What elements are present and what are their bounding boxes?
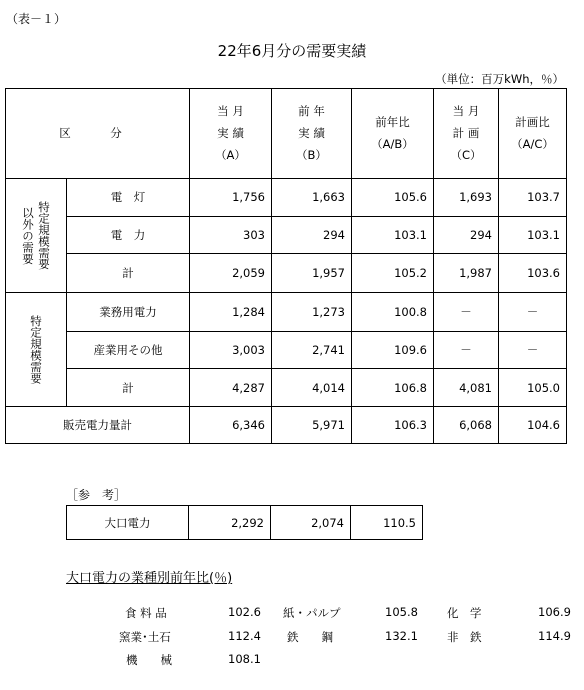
cell-c: 6,068 [434, 407, 499, 444]
row-name: 電 力 [67, 216, 190, 254]
cell-ac: 103.6 [499, 254, 567, 293]
cell-ab: 106.3 [352, 407, 434, 444]
cell-c: 1,987 [434, 254, 499, 293]
table-row [6, 178, 567, 216]
industry-name: 化 学 [447, 606, 482, 620]
header-kubun: 区 分 [6, 89, 190, 179]
reference-heading: ［参 考］ [66, 488, 127, 502]
cell-a: 6,346 [190, 407, 272, 444]
cell-b: 2,741 [272, 331, 352, 369]
header-col-c: 当 月 計 画 （C） [434, 89, 499, 179]
demand-table [5, 88, 567, 444]
cell-a: 2,059 [190, 254, 272, 293]
cell-ac: － [499, 331, 567, 369]
cell-ac: 105.0 [499, 369, 567, 407]
header-row [6, 89, 567, 179]
reference-table [66, 505, 423, 540]
cell-b: 1,957 [272, 254, 352, 293]
header-col-ab: 前年比 （A/B） [352, 89, 434, 179]
cell-ab: 110.5 [351, 506, 423, 540]
industry-name: 窯業･土石 [119, 630, 171, 644]
industry-value: 102.6 [228, 605, 261, 619]
industry-value: 108.1 [228, 652, 261, 666]
cell-ab: 105.6 [352, 178, 434, 216]
cell-c: 294 [434, 216, 499, 254]
cell-ab: 100.8 [352, 292, 434, 331]
cell-c: － [434, 331, 499, 369]
group1-label: 以外の需要 特定規模需 要 [6, 178, 67, 292]
unit-label: （単位：百万kWh，％） [435, 72, 564, 86]
industry-name: 食 料 品 [125, 606, 167, 620]
table-row [6, 369, 567, 407]
industry-value: 132.1 [385, 629, 418, 643]
cell-c: 1,693 [434, 178, 499, 216]
table-row [6, 216, 567, 254]
header-col-ac: 計画比 （A/C） [499, 89, 567, 179]
row-name: 産業用その他 [67, 331, 190, 369]
cell-c: 4,081 [434, 369, 499, 407]
cell-b: 5,971 [272, 407, 352, 444]
cell-ac: 103.7 [499, 178, 567, 216]
cell-ac: － [499, 292, 567, 331]
cell-a: 1,756 [190, 178, 272, 216]
cell-a: 1,284 [190, 292, 272, 331]
table-row [6, 254, 567, 293]
table-row [6, 331, 567, 369]
row-name: 計 [67, 369, 190, 407]
row-name: 業務用電力 [67, 292, 190, 331]
industry-name: 機 械 [126, 653, 172, 667]
page-title: 22年6月分の需要実績 [217, 42, 367, 60]
industry-value: 114.9 [538, 629, 571, 643]
cell-ab: 106.8 [352, 369, 434, 407]
cell-a: 4,287 [190, 369, 272, 407]
header-col-a: 当 月 実 績 （A） [190, 89, 272, 179]
cell-ac: 104.6 [499, 407, 567, 444]
cell-a: 3,003 [190, 331, 272, 369]
table-id: （表－１） [6, 12, 67, 26]
row-name: 販売電力量計 [6, 407, 190, 444]
industry-name: 非 鉄 [447, 630, 482, 644]
cell-a: 303 [190, 216, 272, 254]
group2-label: 特定規模需要 [6, 292, 67, 406]
industry-name: 鉄 鋼 [287, 630, 333, 644]
cell-b: 1,663 [272, 178, 352, 216]
cell-ab: 109.6 [352, 331, 434, 369]
cell-b: 2,074 [271, 506, 351, 540]
table-row [6, 292, 567, 331]
industry-value: 106.9 [538, 605, 571, 619]
row-name: 計 [67, 254, 190, 293]
row-name: 電 灯 [67, 178, 190, 216]
industry-name: 紙・パルプ [283, 606, 341, 620]
cell-ab: 105.2 [352, 254, 434, 293]
industry-value: 112.4 [228, 629, 261, 643]
cell-b: 294 [272, 216, 352, 254]
cell-ab: 103.1 [352, 216, 434, 254]
cell-a: 2,292 [189, 506, 271, 540]
header-col-b: 前 年 実 績 （B） [272, 89, 352, 179]
cell-ac: 103.1 [499, 216, 567, 254]
table-row [67, 506, 423, 540]
cell-b: 1,273 [272, 292, 352, 331]
cell-b: 4,014 [272, 369, 352, 407]
industry-value: 105.8 [385, 605, 418, 619]
industry-heading: 大口電力の業種別前年比(％) [66, 571, 233, 586]
row-name: 大口電力 [67, 506, 189, 540]
cell-c: － [434, 292, 499, 331]
total-row [6, 407, 567, 444]
